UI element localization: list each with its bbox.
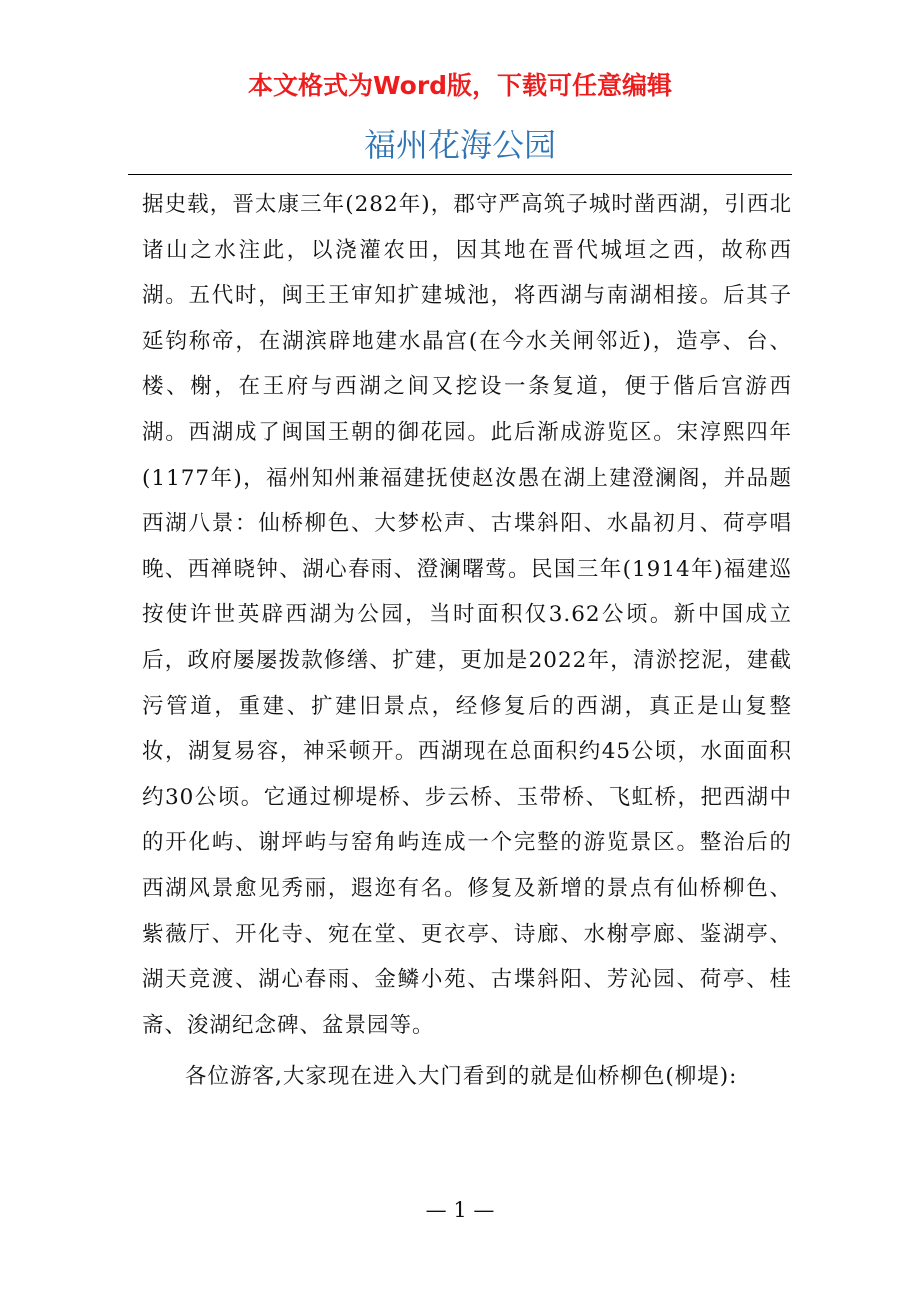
- paragraph-tour-intro: 各位游客,大家现在进入大门看到的就是仙桥柳色(柳堤):: [185, 1064, 738, 1090]
- article-body: [142, 182, 792, 1100]
- header-divider: [128, 174, 792, 175]
- page-number: — 1 —: [425, 1198, 495, 1222]
- paragraph-history: 据史载，晋太康三年(282年)，郡守严高筑子城时凿西湖，引西北诸山之水注此，以浇灌农田，因其地在晋代城垣之西，故称西湖。五代时，闽王王审知扩建城池，将西湖与南湖相接。后其子延钧称帝，在湖滨辟地建水晶宫(在今水关闸邻近)，造亭、台、楼、榭，在王府与西湖之间又挖设一条复道，便于偕后宫游西湖。西湖成了闽国王朝的御花园。此后渐成游览区。宋淳熙四年(1177年)，福州知州兼福建抚使赵汝愚在湖上建澄澜阁，并品题西湖八景：仙桥柳色、大梦松声、古堞斜阳、水晶初月、荷亭唱晚、西禅晓钟、湖心春雨、澄澜曙莺。民国三年(1914年)福建巡按使许世英辟西湖为公园，当时面积仅3.62公顷。新中国成立后，政府屡屡拨款修缮、扩建，更加是2022年，清淤挖泥，建截污管道，重建、扩建旧景点，经修复后的西湖，真正是山复整妆，湖复易容，神采顿开。西湖现在总面积约45公顷，水面面积约30公顷。它通过柳堤桥、步云桥、玉带桥、飞虹桥，把西湖中的开化屿、谢坪屿与窑角屿连成一个完整的游览景区。整治后的西湖风景愈见秀丽，遐迩有名。修复及新增的景点有仙桥柳色、紫薇厅、开化寺、宛在堂、更衣亭、诗廊、水榭亭廊、鉴湖亭、湖天竞渡、湖心春雨、金鳞小苑、古堞斜阳、芳沁园、荷亭、桂斋、浚湖纪念碑、盆景园等。: [142, 192, 792, 1038]
- page-title: 福州花海公园: [363, 126, 556, 164]
- format-banner: 本文格式为Word版，下载可任意编辑: [247, 71, 673, 100]
